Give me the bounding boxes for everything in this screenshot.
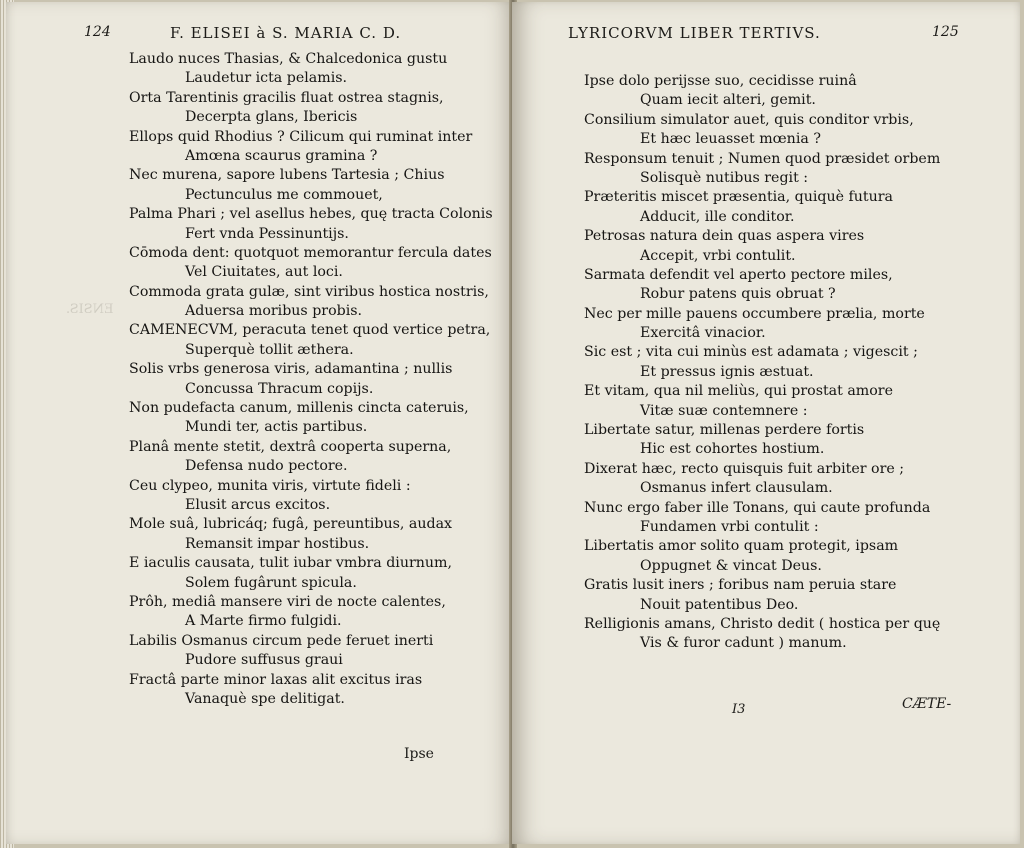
verse-line: Ipse dolo perijsse suo, cecidisse ruinâ bbox=[584, 73, 857, 89]
verse-line: Libertatis amor solito quam protegit, ipsam bbox=[584, 538, 899, 555]
verse-line: Nunc ergo faber ille Tonans, qui caute profunda bbox=[584, 499, 931, 516]
verse-line: Vis & furor cadunt ) manum. bbox=[640, 635, 847, 652]
verse-line: Defensa nudo pectore. bbox=[185, 458, 348, 475]
signature-mark: I3 bbox=[732, 702, 746, 717]
verse-line: Pudore suffusus graui bbox=[185, 652, 343, 669]
verse-line: Commoda grata gulæ, sint viribus hostica nostris, bbox=[129, 283, 489, 300]
verse-line: Non pudefacta canum, millenis cincta cateruis, bbox=[129, 400, 469, 417]
left-page-number: 124 bbox=[84, 24, 111, 40]
verse-line: Mole suâ, lubricáq; fugâ, pereuntibus, audax bbox=[129, 516, 453, 533]
verse-line: Solem fugârunt spicula. bbox=[185, 574, 357, 591]
verse-line: Orta Tarentinis gracilis fluat ostrea stagnis, bbox=[129, 89, 444, 106]
verse-line: Gratis lusit iners ; foribus nam peruia stare bbox=[584, 577, 897, 594]
verse-line: Accepit, vrbi contulit. bbox=[640, 247, 796, 264]
verse-line: Cōmoda dent: quotquot memorantur fercula dates bbox=[129, 244, 492, 261]
verse-line: Labilis Osmanus circum pede feruet inerti bbox=[129, 632, 434, 649]
verse-line: Vanaquè spe delitigat. bbox=[185, 690, 345, 707]
right-page-number: 125 bbox=[932, 24, 959, 40]
verse-line: Fert vnda Pessinuntijs. bbox=[185, 225, 349, 242]
verse-line: A Marte firmo fulgidi. bbox=[185, 613, 342, 630]
verse-line: Vitæ suæ contemnere : bbox=[640, 402, 808, 419]
right-page bbox=[512, 2, 1020, 844]
verse-line: Consilium simulator auet, quis conditor vrbis, bbox=[584, 111, 914, 128]
verse-line: Solis vrbs generosa viris, adamantina ; nullis bbox=[129, 361, 453, 378]
verse-line: Solisquè nutibus regit : bbox=[640, 169, 809, 186]
right-running-head: LYRICORVM LIBER TERTIVS. bbox=[568, 24, 821, 42]
verse-line: Præteritis miscet præsentia, quiquè futura bbox=[584, 189, 894, 206]
verse-line: Remansit impar hostibus. bbox=[185, 535, 370, 552]
verse-line: Quam iecit alteri, gemit. bbox=[640, 92, 816, 109]
left-running-head: F. ELISEI à S. MARIA C. D. bbox=[170, 24, 402, 42]
verse-line: Pectunculus me commouet, bbox=[185, 186, 383, 203]
verse-line: Oppugnet & vincat Deus. bbox=[640, 557, 822, 574]
verse-line: Decerpta glans, Ibericis bbox=[185, 109, 358, 126]
verse-line: Laudetur icta pelamis. bbox=[185, 70, 348, 87]
verse-line: Et vitam, qua nil meliùs, qui prostat amore bbox=[584, 383, 893, 400]
verse-line: Aduersa moribus probis. bbox=[185, 303, 363, 320]
verse-line: Superquè tollit æthera. bbox=[185, 341, 354, 358]
verse-line: Nec per mille pauens occumbere prælia, morte bbox=[584, 305, 925, 322]
verse-line: Fundamen vrbi contulit : bbox=[640, 518, 819, 535]
verse-line: Planâ mente stetit, dextrâ cooperta superna, bbox=[129, 438, 452, 455]
left-catchword: Ipse bbox=[404, 746, 434, 762]
verse-line: Fractâ parte minor laxas alit excitus iras bbox=[129, 671, 423, 688]
verse-line: Et hæc leuasset mœnia ? bbox=[640, 131, 821, 148]
verse-line: Concussa Thracum copijs. bbox=[185, 380, 374, 397]
verse-line: Petrosas natura dein quas aspera vires bbox=[584, 228, 865, 245]
verse-line: Et pressus ignis æstuat. bbox=[640, 363, 814, 380]
verse-line: Ceu clypeo, munita viris, virtute fideli : bbox=[129, 477, 411, 494]
verse-line: Dixerat hæc, recto quisquis fuit arbiter ore ; bbox=[584, 460, 905, 477]
verse-line: Hic est cohortes hostium. bbox=[640, 441, 825, 458]
left-verse-block bbox=[129, 50, 493, 709]
verse-line: Ellops quid Rhodius ? Cilicum qui ruminat inter bbox=[129, 128, 473, 145]
verse-line: Responsum tenuit ; Numen quod præsidet orbem bbox=[584, 150, 941, 167]
right-catchword: CÆTE- bbox=[902, 696, 952, 712]
right-verse-block bbox=[584, 72, 940, 654]
verse-line: Nouit patentibus Deo. bbox=[640, 596, 799, 613]
verse-line: Osmanus infert clausulam. bbox=[640, 480, 833, 497]
verse-line: Sarmata defendit vel aperto pectore miles, bbox=[584, 266, 893, 283]
verse-line: Adducit, ille conditor. bbox=[640, 208, 795, 225]
verse-line: Palma Phari ; vel asellus hebes, quę tracta Colonis bbox=[129, 206, 493, 223]
verse-line: Robur patens quis obruat ? bbox=[640, 286, 836, 303]
verse-line: Sic est ; vita cui minùs est adamata ; vigescit ; bbox=[584, 344, 918, 361]
verse-line: Prôh, mediâ mansere viri de nocte calentes, bbox=[129, 593, 446, 610]
verse-line: Vel Ciuitates, aut loci. bbox=[185, 264, 343, 281]
bleed-through: ENSIS. bbox=[66, 302, 114, 317]
left-page bbox=[6, 2, 512, 844]
verse-line: Mundi ter, actis partibus. bbox=[185, 419, 368, 436]
verse-line: Libertate satur, millenas perdere fortis bbox=[584, 422, 865, 439]
verse-line: Relligionis amans, Christo dedit ( hostica per quę bbox=[584, 615, 941, 632]
verse-line: Amœna scaurus gramina ? bbox=[185, 147, 378, 164]
verse-line: Nec murena, sapore lubens Tartesia ; Chius bbox=[129, 167, 445, 184]
verse-line: Elusit arcus excitos. bbox=[185, 496, 331, 513]
verse-line: CAMENECVM, peracuta tenet quod vertice petra, bbox=[129, 322, 491, 339]
verse-line: Exercitâ vinacior. bbox=[640, 325, 766, 342]
verse-line: E iaculis causata, tulit iubar vmbra diurnum, bbox=[129, 555, 452, 572]
verse-line: Laudo nuces Thasias, & Chalcedonica gustu bbox=[129, 51, 448, 67]
